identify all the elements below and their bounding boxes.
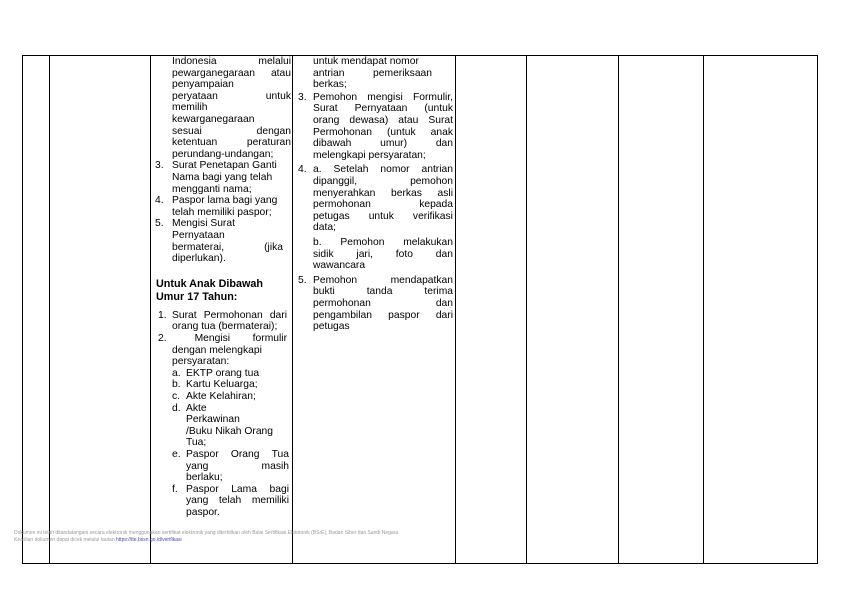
word: (untuk (424, 103, 453, 115)
text-line (172, 126, 291, 138)
text-line: Nama bagi yang telah (172, 172, 273, 183)
word: berkas (391, 187, 422, 199)
column-divider-3 (292, 55, 293, 564)
text-line (313, 176, 453, 188)
word: dan (435, 248, 453, 260)
text-line: telah memiliki paspor; (172, 206, 272, 218)
text-line (186, 449, 289, 461)
text-line: perundang-undangan; (172, 148, 274, 160)
column-divider-7 (703, 55, 704, 564)
text-line: Pernyataan (172, 230, 225, 241)
word: antrian (421, 164, 453, 176)
word: Tua (271, 449, 289, 460)
word: pewarganegaraan (172, 67, 256, 79)
word: nomor (380, 164, 410, 176)
table-border-top (22, 55, 817, 56)
word: sidik (313, 248, 334, 260)
text-line (313, 275, 453, 287)
word: (untuk (387, 126, 416, 138)
text-line (172, 333, 287, 345)
word: Surat (313, 103, 338, 115)
word: dipanggil, (313, 176, 358, 187)
text-line: orang tua (bermaterai); (172, 321, 278, 333)
word: Lama (231, 483, 257, 495)
text-line: Akte Kelahiran; (186, 391, 256, 402)
word: Setelah (333, 164, 369, 176)
word: formulir (252, 333, 287, 344)
text-line (313, 199, 453, 211)
column-divider-5 (526, 55, 527, 564)
word: Indonesia (172, 56, 217, 67)
column-divider-1 (49, 55, 50, 564)
signature-notice (14, 530, 398, 544)
text-line (313, 138, 453, 150)
list-number: 4. (155, 195, 164, 207)
text-line (313, 164, 453, 176)
signature-notice-line2 (14, 537, 398, 544)
section-heading: Umur 17 Tahun: (156, 290, 238, 303)
word: dari (269, 309, 287, 321)
text-line: Perkawinan (186, 414, 240, 426)
text-line: berkas; (313, 79, 347, 91)
text-line (313, 92, 453, 104)
word: untuk (368, 210, 394, 222)
word: dan (435, 298, 453, 309)
word: atau (398, 115, 419, 126)
text-line (172, 137, 291, 149)
word: dibawah (313, 138, 352, 150)
text-line: Akte (186, 402, 207, 414)
list-number: 2. (158, 333, 167, 344)
list-number: 5. (155, 218, 164, 230)
word: dewasa) (349, 115, 389, 126)
text-line (313, 188, 453, 200)
word: peraturan (246, 137, 291, 149)
word: Paspor (186, 483, 219, 495)
text-line: /Buku Nikah Orang (186, 425, 273, 437)
text-line: paspor. (186, 507, 220, 518)
text-line (313, 237, 453, 249)
section-heading: Untuk Anak Dibawah (156, 277, 263, 290)
word: telah (218, 495, 242, 507)
word: antrian (313, 67, 345, 79)
table-border-bottom (22, 563, 817, 564)
word: bagi (269, 483, 289, 495)
column-divider-6 (618, 55, 619, 564)
word: yang (186, 460, 209, 472)
word: tanda (366, 286, 393, 298)
list-number: 3. (298, 91, 307, 103)
text-line (172, 68, 291, 80)
text-line: Mengisi Surat (172, 218, 235, 230)
word: Orang (230, 449, 260, 460)
word: Pemohon (313, 91, 358, 103)
word: Surat (428, 115, 453, 126)
word: menyerahkan (313, 187, 376, 199)
word: Permohonan (313, 126, 372, 138)
text-line (313, 127, 453, 139)
word: bukti (313, 286, 335, 298)
verify-link[interactable]: https://tte.bssn.go.id/verifikasi (116, 537, 182, 543)
signature-notice-line1: Dokumen ini telah ditandatangani secara elektronik menggunakan sertifikat elektronik yang diterbitkan oleh Balai Sertifikasi Elektronik (BSrE), Badan Siber dan Sandi Negara (14, 530, 399, 536)
text-line: diperlukan). (172, 253, 226, 265)
word: pemohon (410, 176, 453, 187)
list-number: 3. (155, 160, 164, 172)
word: Mengisi (194, 333, 231, 344)
text-line (172, 56, 291, 68)
text-line: Kartu Keluarga; (186, 379, 258, 391)
list-number: 4. (298, 164, 307, 176)
word: orang (313, 115, 340, 126)
word: atau (270, 67, 291, 79)
text-line (172, 242, 283, 254)
word: yang (186, 495, 209, 507)
word: dari (435, 309, 453, 321)
text-line: untuk mendapat nomor (313, 56, 419, 67)
text-line (186, 495, 289, 507)
table-border-right (817, 55, 818, 564)
text-line (313, 298, 453, 310)
word: anak (430, 126, 453, 138)
text-line (313, 249, 453, 261)
list-number: e. (172, 449, 181, 460)
list-number: d. (172, 402, 181, 414)
word: untuk (265, 90, 291, 102)
text-line: berlaku; (186, 472, 223, 484)
text-line (172, 310, 287, 322)
text-line (313, 286, 453, 298)
text-line (172, 91, 291, 103)
text-line (313, 115, 453, 127)
word: bermaterai, (172, 241, 225, 253)
word: permohonan (313, 199, 371, 211)
word: sesuai (172, 125, 202, 137)
word: mengisi (367, 91, 403, 103)
word: mendapatkan (390, 274, 453, 286)
word: paspor (388, 309, 420, 321)
word: melakukan (403, 237, 453, 248)
word: foto (395, 248, 413, 260)
text-line: Tua; (186, 437, 207, 449)
word: masih (261, 460, 289, 472)
word: Pemohon (340, 237, 385, 248)
word: Permohonan (203, 309, 263, 321)
text-line (186, 461, 289, 473)
word: dan (435, 138, 453, 150)
word: permohonan (313, 298, 371, 309)
text-line: dengan melengkapi (172, 344, 262, 356)
word: pemeriksaan (373, 67, 432, 79)
table-border-left (22, 55, 23, 564)
list-number: f. (172, 483, 178, 495)
word: ketentuan (172, 137, 218, 149)
word: memiliki (251, 495, 289, 507)
word: verifikasi (412, 210, 453, 222)
text-line (313, 310, 453, 322)
word: a. (313, 164, 322, 176)
column-divider-2 (150, 55, 151, 564)
word: (jika (264, 241, 283, 253)
text-line: Paspor lama bagi yang (172, 195, 278, 207)
text-line: kewarganegaraan (172, 114, 255, 125)
list-number: b. (172, 379, 181, 391)
text-line: wawancara (313, 260, 366, 272)
list-number: a. (172, 367, 181, 379)
text-line: mengganti nama; (172, 183, 252, 195)
text-line: petugas (313, 321, 350, 333)
text-line (186, 484, 289, 496)
word: Surat (172, 309, 197, 321)
text-line: data; (313, 222, 336, 234)
list-number: c. (172, 391, 181, 402)
word: petugas (313, 210, 350, 222)
word: terima (424, 286, 453, 298)
column-divider-4 (455, 55, 456, 564)
text-line (313, 103, 453, 115)
text-line: melengkapi persyaratan; (313, 149, 426, 161)
list-number: 1. (158, 309, 167, 321)
text-line: EKTP orang tua (186, 367, 260, 379)
text-line: persyaratan: (172, 356, 230, 368)
verify-text: Keaslian dokumen dapat dicek melalui tautan (14, 537, 117, 543)
word: asli (437, 187, 453, 199)
word: dengan (256, 125, 291, 137)
list-number: 5. (298, 274, 307, 286)
word: pengambilan (313, 309, 372, 321)
word: melalui (258, 56, 291, 67)
text-line (313, 211, 453, 223)
text-line: penyampaian (172, 79, 234, 91)
word: kepada (419, 199, 453, 211)
word: Formulir, (412, 91, 453, 103)
word: Pernyataan (354, 103, 408, 115)
word: umur) (380, 138, 408, 150)
word: Paspor (186, 449, 219, 460)
text-line: Surat Penetapan Ganti (172, 160, 277, 172)
word: Pemohon (313, 274, 358, 286)
text-line: memilih (172, 102, 208, 114)
word: jari, (356, 248, 373, 260)
word: peryataan (172, 90, 218, 102)
text-line (313, 68, 432, 80)
word: b. (313, 237, 322, 248)
